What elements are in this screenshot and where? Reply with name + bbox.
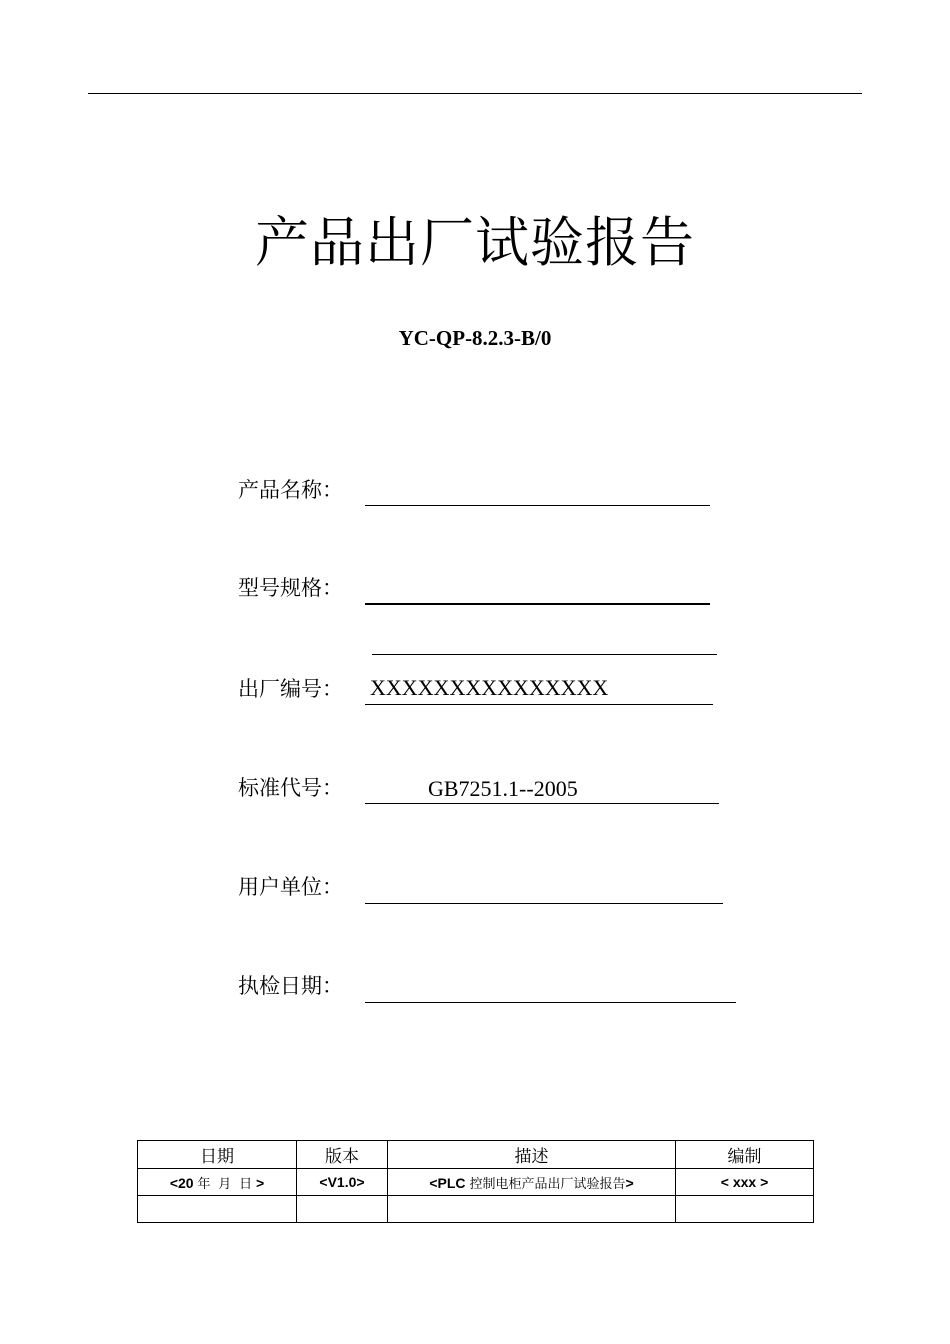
model-spec-label: 型号规格： xyxy=(238,576,343,600)
cell-date xyxy=(138,1169,297,1196)
desc-suffix: > xyxy=(625,1174,634,1191)
cell-description xyxy=(388,1196,676,1223)
standard-code-line xyxy=(365,803,719,804)
cell-date xyxy=(138,1196,297,1223)
header-description: 描述 xyxy=(388,1141,676,1169)
product-name-line xyxy=(365,505,710,506)
inspection-date-label: 执检日期： xyxy=(238,974,343,998)
header-rule xyxy=(88,93,862,94)
model-spec-line xyxy=(365,603,710,605)
header-author: 编制 xyxy=(676,1141,814,1169)
desc-text: 控制电柜产品出厂试验报告 xyxy=(469,1176,626,1192)
standard-code-value: GB7251.1--2005 xyxy=(428,776,578,801)
cell-author: < xxx > xyxy=(676,1169,814,1196)
serial-number-label: 出厂编号： xyxy=(238,677,343,701)
table-row xyxy=(138,1169,814,1196)
date-month: 月 xyxy=(218,1176,232,1192)
revision-table xyxy=(137,1140,814,1223)
product-name-label: 产品名称： xyxy=(238,478,343,502)
cell-description xyxy=(388,1169,676,1196)
serial-number-value: XXXXXXXXXXXXXXX xyxy=(370,675,609,700)
inspection-date-line xyxy=(365,1002,736,1003)
cell-version: <V1.0> xyxy=(297,1169,388,1196)
document-title: 产品出厂试验报告 xyxy=(255,211,695,274)
header-version: 版本 xyxy=(297,1141,388,1169)
revision-table-header xyxy=(138,1141,814,1169)
standard-code-label: 标准代号： xyxy=(238,776,343,800)
date-suffix: > xyxy=(255,1174,265,1191)
cell-author xyxy=(676,1196,814,1223)
date-day: 日 xyxy=(239,1176,253,1192)
document-code: YC-QP-8.2.3-B/0 xyxy=(398,326,552,350)
model-spec-line-2 xyxy=(372,654,717,655)
date-year: 年 xyxy=(197,1176,211,1192)
user-unit-label: 用户单位： xyxy=(238,875,343,899)
cell-version xyxy=(297,1196,388,1223)
header-date: 日期 xyxy=(138,1141,297,1169)
serial-number-line xyxy=(365,704,713,705)
user-unit-line xyxy=(365,903,723,904)
desc-prefix: <PLC xyxy=(429,1174,466,1191)
date-prefix: <20 xyxy=(169,1174,194,1191)
table-row xyxy=(138,1196,814,1223)
